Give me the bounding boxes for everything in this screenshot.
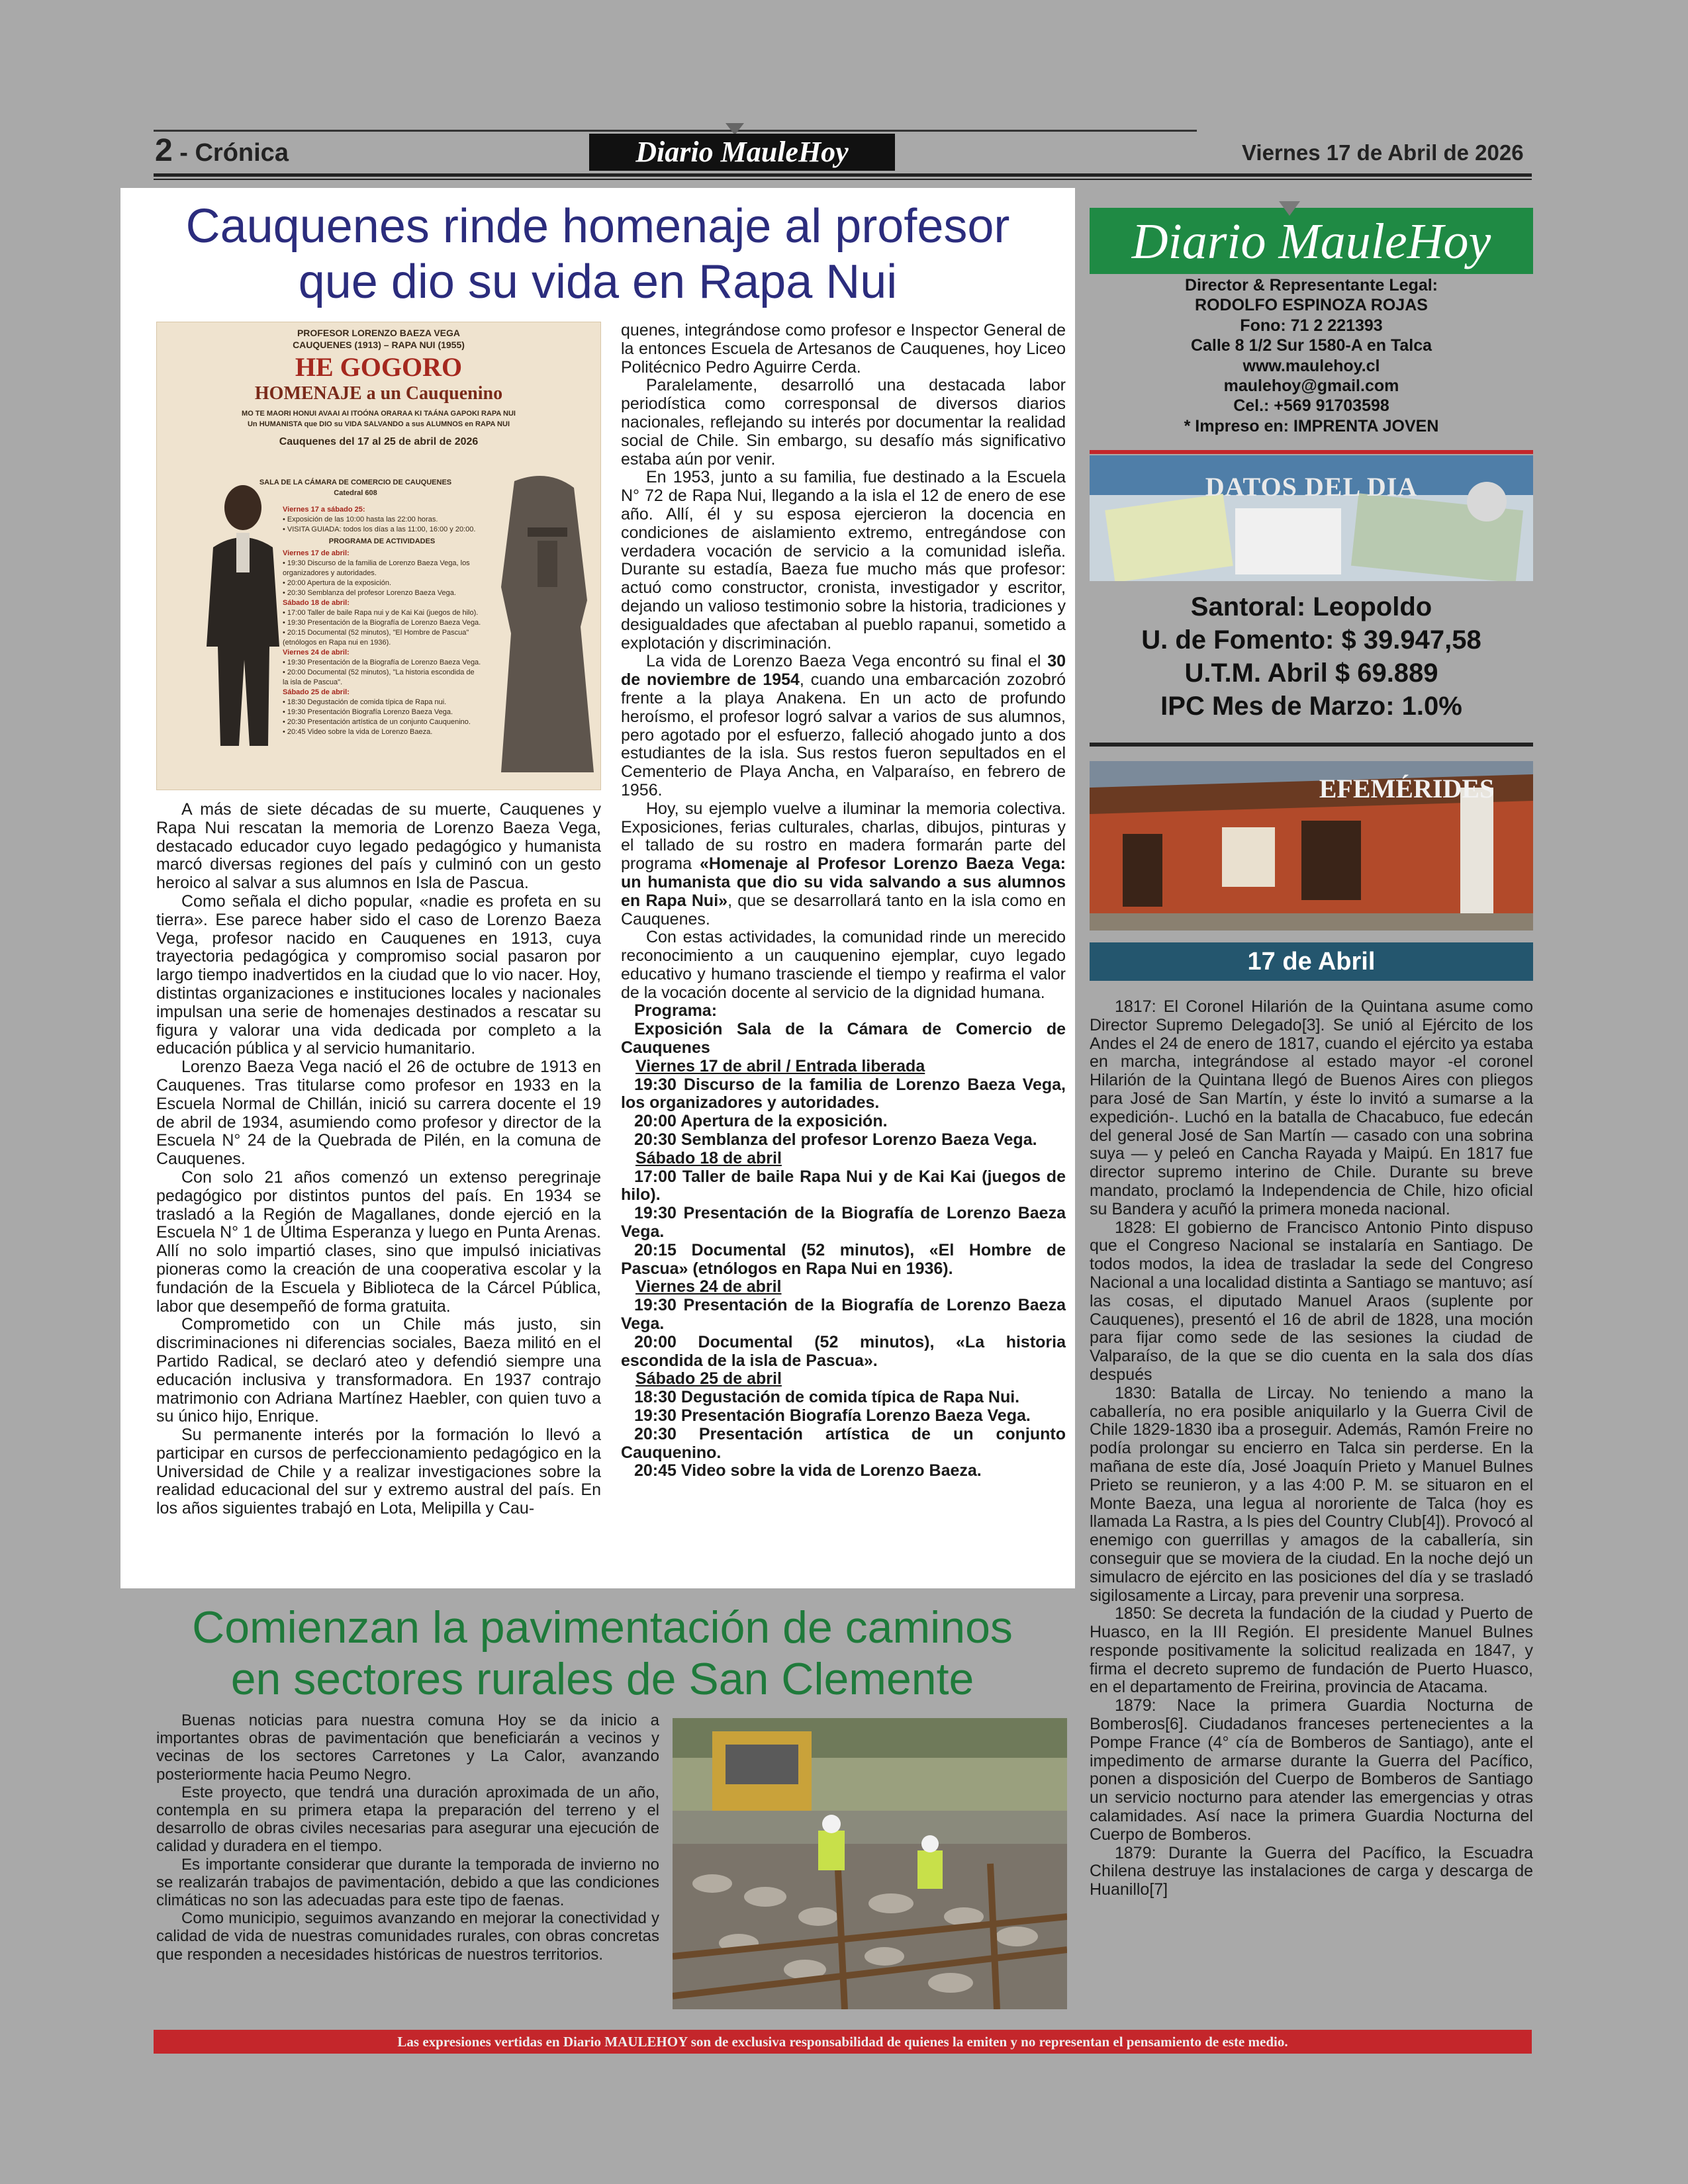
article-paragraph: En 1953, junto a su familia, fue destinado a la Escuela N° 72 de Rapa Nui, llegando a la isla el 12 de enero de ese año. Allí, él y su esposa ejercieron la docencia en condiciones de aislamiento extremo, entregándose con verdadera vocación de servicio a la comunidad isleña. Durante su estadía, Baeza fue mucho más que profesor: actuó como constructor, cronista, investigador y escritor, dejando un valioso testimonio sobre la historia, tradiciones y desigualdades que afectaban al pueblo rapanui, sometido a explotación y discriminación. bbox=[621, 468, 1066, 653]
poster-prog-item: • 20:15 Documental (52 minutos), "El Hombre de Pascua" (etnólogos en Rapa nui en 1936). bbox=[283, 629, 469, 647]
poster-prog-head: Viernes 17 a sábado 25: bbox=[283, 506, 365, 514]
datos-rule bbox=[1090, 450, 1533, 454]
datos-title: DATOS DEL DIA bbox=[1205, 472, 1418, 502]
event-poster-image bbox=[156, 322, 601, 790]
header-logo: Diario MauleHoy bbox=[589, 134, 895, 171]
efemeride-item: 1830: Batalla de Lircay. No teniendo a mano la caballería, no era posible aniquilarlo y la Guerra Civil de Chile 1829-1830 iba a proseguir. Además, Ramón Freire no podía prolongar su encierro en Talca sin perderse. En la mañana de este día, José Joaquín Prieto y Manuel Bulnes Prieto se reunieron, y a las 4:00 P. M. se situaron en el Monte Baeza, una legua al nororiente de Talca (hoy es llamada La Rastra, a ls pies del Country Club[4]). Provocó al enemigo con guerrillas y amagos de la caballería, sin conseguir que se moviera de la ciudad. En la noche dejó un simulacro de ejército en las posiciones del día y se trasladó sigilosamente a Lircay, para prevenir una sorpresa. bbox=[1090, 1383, 1533, 1605]
staff-line: maulehoy@gmail.com bbox=[1223, 377, 1399, 396]
article-paragraph: Como señala el dicho popular, «nadie es profeta en su tierra». Ese parece haber sido el caso de Lorenzo Baeza Vega, profesor nacido en Cauquenes en 1913, cuya trayectoria pedagógica y compromiso social pasaron por largo tiempo inadvertidos en la ciudad que lo vio nacer. Hoy, distintas organizaciones e instituciones locales y nacionales impulsan una serie de homenajes destinados a rescatar su figura y valorar una vida dedicada por completo a la educación pública y al servicio humanitario. bbox=[156, 891, 601, 1058]
section-label bbox=[155, 132, 289, 169]
poster-prog-item: • 19:30 Discurso de la familia de Lorenzo Baeza Vega, los organizadores y autoridades. bbox=[283, 559, 470, 577]
poster-prog-head: Sábado 25 de abril: bbox=[283, 688, 350, 696]
poster-line: MO TE MAORI HONUI AVAAI AI ITOÓNA ORARAA KI TAÁNA GAPOKI RAPA NUI bbox=[242, 410, 516, 418]
uf-value: U. de Fomento: $ 39.947,58 bbox=[1141, 625, 1481, 655]
program-item: 19:30 Presentación Biografía Lorenzo Baeza Vega. bbox=[634, 1406, 1031, 1426]
article-paragraph: Este proyecto, que tendrá una duración aproximada de un año, contempla en su primera etapa la preparación del terreno y el desarrollo de obras civiles necesarias para asegurar una ejecución de calidad y duradera en el tiempo. bbox=[156, 1783, 659, 1856]
moai-statue bbox=[488, 468, 600, 772]
header-rule-thin bbox=[154, 179, 1532, 180]
article-paragraph: Lorenzo Baeza Vega nació el 26 de octubre de 1913 en Cauquenes. Tras titularse como profesor en 1933 en la Escuela Normal de Chillán, inició su carrera docente el 19 de abril de 1934, asumiendo como profesor y director de la Escuela N° 24 de la Quebrada de Pilén, en la comuna de Cauquenes. bbox=[156, 1058, 601, 1169]
ipc-value: IPC Mes de Marzo: 1.0% bbox=[1160, 692, 1462, 721]
article-paragraph: Paralelamente, desarrolló una destacada labor periodística como corresponsal de diversos diarios nacionales, reflejando su interés por documentar la realidad social de Chile. Sin embargo, su desafío más significativo estaba aún por venir. bbox=[621, 376, 1066, 469]
poster-prog-head: Viernes 24 de abril: bbox=[283, 649, 350, 657]
header-date: Viernes 17 de Abril de 2026 bbox=[1242, 140, 1524, 165]
article2-headline bbox=[132, 1602, 1072, 1705]
headline-line: que dio su vida en Rapa Nui bbox=[298, 255, 898, 308]
article1-column-1 bbox=[156, 801, 601, 1518]
article-paragraph: A más de siete décadas de su muerte, Cauquenes y Rapa Nui rescatan la memoria de Lorenzo Baeza Vega, destacado educador cuyo legado pedagógico y humanista marcó diversas regiones del país y culminó con un gesto heroico al salvar a sus alumnos en Isla de Pascua. bbox=[156, 800, 601, 893]
program-day: Sábado 18 de abril bbox=[635, 1148, 782, 1167]
section-name: - Crónica bbox=[172, 139, 289, 167]
article-paragraph: Como municipio, seguimos avanzando en mejorar la conectividad y calidad de vida de nuestras comunidades rurales, con obras concretas que responden a necesidades históricas de nuestros territorios. bbox=[156, 1909, 659, 1964]
efemeride-item: 1850: Se decreta la fundación de la ciudad y Puerto de Huasco, en la III Región. El presidente Manuel Bulnes responde positivamente la solicitud realizada en 1847, y firma el decreto supremo de fundación de Puerto Huasco, en el departamento de Freirina, provincia de Atacama. bbox=[1090, 1604, 1533, 1697]
poster-title: HE GOGORO bbox=[295, 352, 463, 382]
header-top-rule bbox=[154, 130, 1197, 132]
poster-dates: Cauquenes del 17 al 25 de abril de 2026 bbox=[279, 436, 479, 447]
article1-column-2 bbox=[621, 322, 1066, 1480]
article-paragraph: Buenas noticias para nuestra comuna Hoy se da inicio a importantes obras de pavimentación que beneficiarán a vecinos y vecinas de los sectores Carretones y La Calor, avanzando posteriormente hacia Peumo Negro. bbox=[156, 1711, 659, 1784]
poster-prog-item: • 18:30 Degustación de comida típica de Rapa nui. bbox=[283, 698, 447, 706]
program-day: Viernes 17 de abril / Entrada liberada bbox=[635, 1056, 925, 1075]
poster-line: CAUQUENES (1913) – RAPA NUI (1955) bbox=[293, 340, 465, 350]
staff-line: www.maulehoy.cl bbox=[1243, 356, 1380, 375]
poster-prog-item: • 20:30 Presentación artística de un conjunto Cauquenino. bbox=[283, 718, 471, 726]
headline-line: Comienzan la pavimentación de caminos bbox=[192, 1602, 1013, 1653]
poster-prog-item: • 19:30 Presentación Biografía Lorenzo Baeza Vega. bbox=[283, 708, 453, 716]
program-item: 18:30 Degustación de comida típica de Rapa Nui. bbox=[634, 1388, 1020, 1407]
article-paragraph: Con solo 21 años comenzó un extenso peregrinaje pedagógico por distintos puntos del país. En 1934 se trasladó a la Región de Magallanes, donde ejerció en la Escuela N° 1 de Última Esperanza y luego en Punta Arenas. Allí no solo impartió clases, sino que impulsó iniciativas pioneras como la creación de una cooperativa escolar y la fundación de la Escuela y Biblioteca de la Cárcel Pública, labor que desempeñó de forma gratuita. bbox=[156, 1167, 601, 1316]
bold-date: 30 de noviembre de 1954 bbox=[621, 652, 1066, 690]
article-paragraph: Con estas actividades, la comunidad rinde un merecido reconocimiento a un cauquenino ejemplar, cuyo legado educativo y humano trasciende el tiempo y reafirma el valor de la vocación docente al servicio de la dignidad humana. bbox=[621, 928, 1066, 1002]
poster-prog-item: • 20:45 Video sobre la vida de Lorenzo Baeza. bbox=[283, 728, 433, 736]
poster-line: Un HUMANISTA que DIO su VIDA SALVANDO a sus ALUMNOS en RAPA NUI bbox=[247, 420, 510, 428]
poster-prog-item: • 19:30 Presentación de la Biografía de Lorenzo Baeza Vega. bbox=[283, 619, 481, 627]
program-day: Sábado 25 de abril bbox=[635, 1369, 782, 1388]
article2-body bbox=[156, 1711, 659, 1964]
efemerides-title: EFEMÉRIDES bbox=[1319, 774, 1495, 803]
staff-line: Fono: 71 2 221393 bbox=[1240, 316, 1383, 335]
road-works-photo bbox=[673, 1718, 1067, 2009]
text-run: La vida de Lorenzo Baeza Vega encontró su final el bbox=[646, 652, 1048, 671]
staff-box bbox=[1090, 275, 1533, 436]
program-item: 20:00 Documental (52 minutos), «La historia escondida de la isla de Pascua». bbox=[621, 1332, 1066, 1370]
bold-program-name: «Homenaje al Profesor Lorenzo Baeza Vega: un humanista que dio su vida salvando a sus alumnos en Rapa Nui» bbox=[621, 854, 1066, 910]
efemeride-item: 1879: Durante la Guerra del Pacífico, la Escuadra Chilena destruye las instalaciones de carga y descarga de Huanillo[7] bbox=[1090, 1843, 1533, 1899]
article-paragraph: quenes, integrándose como profesor e Inspector General de la entonces Escuela de Artesanos de Cauquenes, hoy Liceo Politécnico Pedro Aguirre Cerda. bbox=[621, 321, 1066, 377]
article1-headline bbox=[120, 199, 1075, 310]
program-item: 20:30 Semblanza del profesor Lorenzo Baeza Vega. bbox=[634, 1130, 1037, 1150]
indicators-rule bbox=[1090, 743, 1533, 747]
poster-line: PROFESOR LORENZO BAEZA VEGA bbox=[297, 328, 461, 338]
poster-prog-item: • Exposición de las 10:00 hasta las 22:00 horas. bbox=[283, 516, 438, 523]
article-paragraph: Comprometido con un Chile más justo, sin discriminaciones ni diferencias sociales, Baeza militó en el Partido Radical, se declaró ateo y defendió siempre una educación inclusiva y transformadora. En 1937 contrajo matrimonio con Adriana Martínez Haebler, con quien tuvo a su único hijo, Enrique. bbox=[156, 1315, 601, 1426]
program-item: 19:30 Presentación de la Biografía de Lorenzo Baeza Vega. bbox=[621, 1296, 1066, 1334]
program-item: 19:30 Discurso de la familia de Lorenzo Baeza Vega, los organizadores y autoridades. bbox=[621, 1075, 1066, 1113]
poster-venue: SALA DE LA CÁMARA DE COMERCIO DE CAUQUENES bbox=[259, 478, 452, 486]
poster-prog-item: • 20:00 Apertura de la exposición. bbox=[283, 579, 392, 587]
text-run: , que se desarrollará tanto en la isla como en Cauquenes. bbox=[621, 891, 1066, 929]
article-paragraph bbox=[621, 800, 1066, 929]
text-run: , cuando una embarcación zozobró frente a la playa Anakena. En un acto de profundo heroísmo, el profesor logró salvar a varios de sus alumnos, pero agotado por el esfuerzo, falleció ahogado junto a dos estudiantes de la isla. Sus restos fueron sepultados en el Cementerio de Playa Ancha, en Valparaíso, en febrero de 1956. bbox=[621, 670, 1066, 799]
article-paragraph: Es importante considerar que durante la temporada de invierno no se realizarán trabajos de pavimentación, debido a que las condiciones climáticas no son las adecuadas para este tipo de faenas. bbox=[156, 1855, 659, 1910]
poster-prog-item: • 20:00 Documental (52 minutos), "La historia escondida de la isla de Pascua". bbox=[283, 668, 475, 686]
program-item: 20:45 Video sobre la vida de Lorenzo Baeza. bbox=[634, 1461, 982, 1480]
article-paragraph bbox=[621, 653, 1066, 799]
efemeride-item: 1879: Nace la primera Guardia Nocturna de Bomberos[6]. Ciudadanos franceses pertenecientes a la Pompe France (4° cía de Bomberos de Santiago), ante el impedimento de armarse durante la Guerra del Pacífico, ponen a disposición del Cuerpo de Bomberos de Santiago un servicio nocturno para atender las emergencias y otras calamidades. Así nace la primera Guardia Nocturna del Cuerpo de Bomberos. bbox=[1090, 1696, 1533, 1844]
staff-line: RODOLFO ESPINOZA ROJAS bbox=[1195, 296, 1428, 315]
efemerides-date: 17 de Abril bbox=[1090, 942, 1533, 981]
program-venue: Exposición Sala de la Cámara de Comercio de Cauquenes bbox=[621, 1020, 1066, 1058]
program-item: 19:30 Presentación de la Biografía de Lorenzo Baeza Vega. bbox=[621, 1204, 1066, 1242]
efemeride-item: 1828: El gobierno de Francisco Antonio Pinto dispuso que el Congreso Nacional se instalaría en Santiago. De todos modos, la idea de trasladar la sede del Congreso Nacional a una localidad distinta a Santiago se mantuvo; así las cosas, el diputado Manuel Araos (suplente por Cauquenes), presentó el 16 de abril de 1828, una moción para fijar como sede de las sesiones la ciudad de Valparaíso, de la que se dio cuenta en la sala dos días después bbox=[1090, 1218, 1533, 1384]
headline-line: Cauquenes rinde homenaje al profesor bbox=[185, 200, 1010, 253]
article-paragraph: Su permanente interés por la formación lo llevó a participar en cursos de perfeccionamiento pedagógico en la Universidad de Chile y a realizar investigaciones sobre la realidad educacional del sur y extremo austral del país. En los años siguientes trabajó en Lota, Melipilla y Cau- bbox=[156, 1426, 601, 1518]
efemerides-list bbox=[1090, 998, 1533, 1899]
indicators-box bbox=[1090, 590, 1533, 723]
poster-prog-item: • 17:00 Taller de baile Rapa nui y de Kai Kai (juegos de hilo). bbox=[283, 609, 479, 617]
program-label: Programa: bbox=[634, 1001, 718, 1021]
poster-program bbox=[283, 505, 481, 737]
masthead-logo: Diario MauleHoy bbox=[1131, 214, 1491, 269]
poster-address: Catedral 608 bbox=[334, 489, 377, 497]
utm-value: U.T.M. Abril $ 69.889 bbox=[1184, 659, 1438, 688]
portrait-figure bbox=[197, 475, 289, 752]
santoral: Santoral: Leopoldo bbox=[1190, 592, 1432, 621]
poster-prog-head: Sábado 18 de abril: bbox=[283, 599, 350, 607]
header-rule bbox=[154, 173, 1532, 177]
program-item: 20:30 Presentación artística de un conjunto Cauquenino. bbox=[621, 1424, 1066, 1462]
poster-prog-item: • 19:30 Presentación de la Biografía de Lorenzo Baeza Vega. bbox=[283, 659, 481, 666]
staff-line: Cel.: +569 91703598 bbox=[1233, 396, 1389, 416]
footer-disclaimer: Las expresiones vertidas en Diario MAULEHOY son de exclusiva responsabilidad de quienes la emiten y no representan el pensamiento de este medio. bbox=[154, 2030, 1532, 2054]
poster-prog-item: • VISITA GUIADA: todos los días a las 11:00, 16:00 y 20:00. bbox=[283, 525, 476, 533]
text-run: Hoy, su ejemplo vuelve a iluminar la memoria colectiva. Exposiciones, ferias culturales, charlas, dibujos, pinturas y el tallado de su rostro en madera formarán parte del programa bbox=[621, 799, 1066, 874]
poster-prog-title: PROGRAMA DE ACTIVIDADES bbox=[328, 537, 436, 545]
program-item: 17:00 Taller de baile Rapa Nui y de Kai Kai (juegos de hilo). bbox=[621, 1167, 1066, 1205]
poster-prog-item: • 20:30 Semblanza del profesor Lorenzo Baeza Vega. bbox=[283, 589, 456, 597]
program-item: 20:00 Apertura de la exposición. bbox=[634, 1112, 888, 1131]
poster-prog-head: Viernes 17 de abril: bbox=[283, 549, 350, 557]
staff-line: * Impreso en: IMPRENTA JOVEN bbox=[1184, 416, 1439, 435]
page-number: 2 bbox=[155, 133, 173, 168]
efemeride-item: 1817: El Coronel Hilarión de la Quintana asume como Director Supremo Delegado[3]. Se unió al Ejército de los Andes el 24 de enero de 1817, cuando el ejército ya estaba en marcha, integrándose al estado mayor -el coronel Hilarión de la Quintana llegó de Buenos Aires con pliegos para José de San Martín, y éste lo invitó a sumarse a la expedición-. Luchó en la batalla de Chacabuco, fue edecán del general José de San Martín — casado con una sobrina suya — y peleó en Cancha Rayada y Maipú. En 1817 fue director supremo interino de Chile. Durante su breve mandato, proclamó la Independencia de Chile, hizo oficial su Bandera y acuñó la primera moneda nacional. bbox=[1090, 997, 1533, 1218]
staff-line: Director & Representante Legal: bbox=[1184, 276, 1438, 295]
poster-subtitle: HOMENAJE a un Cauquenino bbox=[254, 383, 503, 404]
program-item: 20:15 Documental (52 minutos), «El Hombre de Pascua» (etnólogos en Rapa Nui en 1936). bbox=[621, 1240, 1066, 1278]
program-day: Viernes 24 de abril bbox=[635, 1277, 782, 1297]
headline-line: en sectores rurales de San Clemente bbox=[230, 1654, 974, 1704]
staff-line: Calle 8 1/2 Sur 1580-A en Talca bbox=[1190, 336, 1432, 355]
